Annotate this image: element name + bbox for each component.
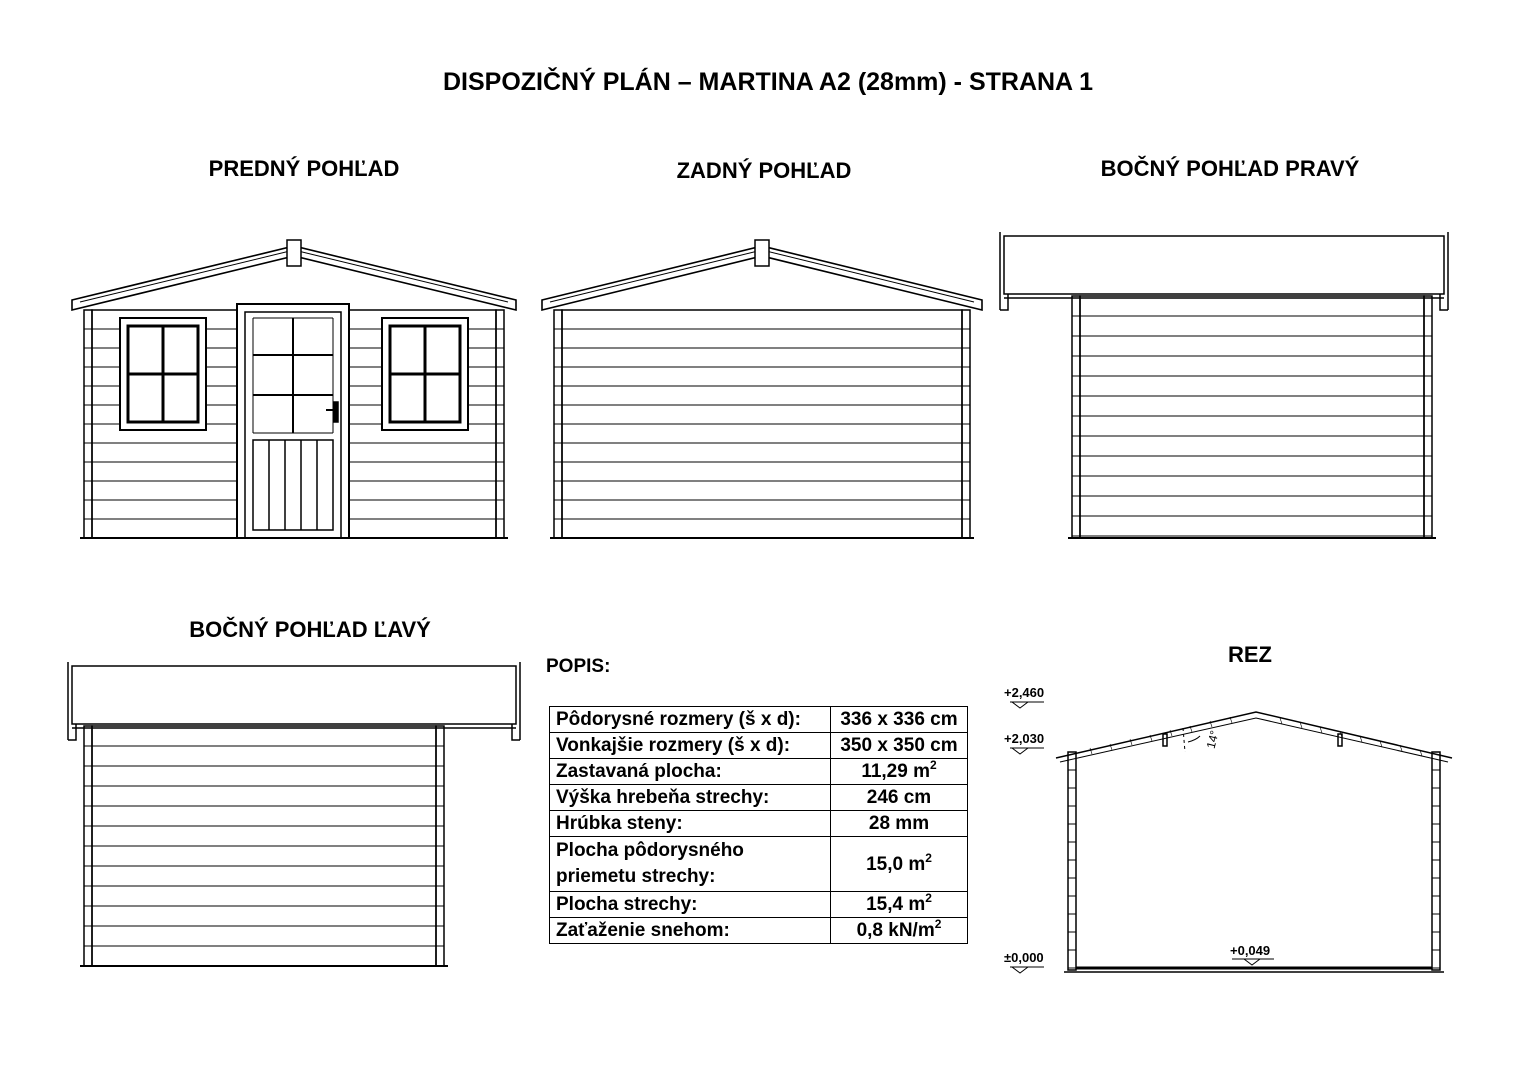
table-row: [550, 811, 968, 837]
spec-label: Vonkajšie rozmery (š x d):: [550, 733, 831, 759]
level-ground: ±0,000: [1004, 950, 1044, 965]
table-row: [550, 918, 968, 944]
spec-value: 15,4 $m^2$: [831, 892, 968, 918]
spec-value: 15,0 $m^2$: [831, 837, 968, 892]
description-label: POPIS:: [546, 656, 611, 677]
left-view-label: BOČNÝ POHĽAD ĽAVÝ: [189, 617, 431, 642]
left-side-elevation: [68, 662, 520, 966]
left-wall-boards: [84, 746, 444, 946]
table-row: [550, 785, 968, 811]
spec-value: 336 x 336 cm: [831, 707, 968, 733]
back-view-label: ZADNÝ POHĽAD: [676, 158, 852, 183]
table-row: [550, 759, 968, 785]
spec-value: 0,8 $kN/m^2$: [831, 918, 968, 944]
section-wall-boards: [1068, 770, 1440, 968]
back-elevation: [542, 240, 982, 538]
specifications-table: [549, 706, 968, 944]
front-elevation: [72, 240, 516, 538]
spec-value: 28 mm: [831, 811, 968, 837]
level-eave: +2,030: [1004, 731, 1045, 746]
table-row: [550, 837, 968, 892]
table-row: [550, 733, 968, 759]
right-view-label: BOČNÝ POHĽAD PRAVÝ: [1100, 156, 1360, 181]
spec-label: Hrúbka steny:: [550, 811, 831, 837]
table-row: [550, 707, 968, 733]
spec-label: Zaťaženie snehom:: [550, 918, 831, 944]
right-side-elevation: [1000, 232, 1448, 538]
page-title: DISPOZIČNÝ PLÁN – MARTINA A2 (28mm) - STRANA 1: [442, 68, 1094, 96]
spec-value: 350 x 350 cm: [831, 733, 968, 759]
spec-label: Zastavaná plocha:: [550, 759, 831, 785]
level-floor: +0,049: [1230, 943, 1271, 958]
table-row: [550, 892, 968, 918]
roof-angle-label: 14°: [1203, 728, 1222, 750]
spec-value: 246 cm: [831, 785, 968, 811]
right-wall-boards: [1072, 316, 1432, 536]
spec-label: Pôdorysné rozmery (š x d):: [550, 707, 831, 733]
section-drawing: [1010, 702, 1452, 973]
spec-label: Plocha strechy:: [550, 892, 831, 918]
spec-label: Plocha pôdorysného priemetu strechy:: [550, 837, 831, 892]
back-wall-boards: [554, 329, 970, 519]
spec-value: 11,29 $m^2$: [831, 759, 968, 785]
section-view-label: REZ: [1228, 642, 1272, 667]
spec-label: Výška hrebeňa strechy:: [550, 785, 831, 811]
level-ridge: +2,460: [1004, 685, 1045, 700]
front-view-label: PREDNÝ POHĽAD: [208, 156, 400, 181]
roof-hatching: [1090, 717, 1422, 756]
